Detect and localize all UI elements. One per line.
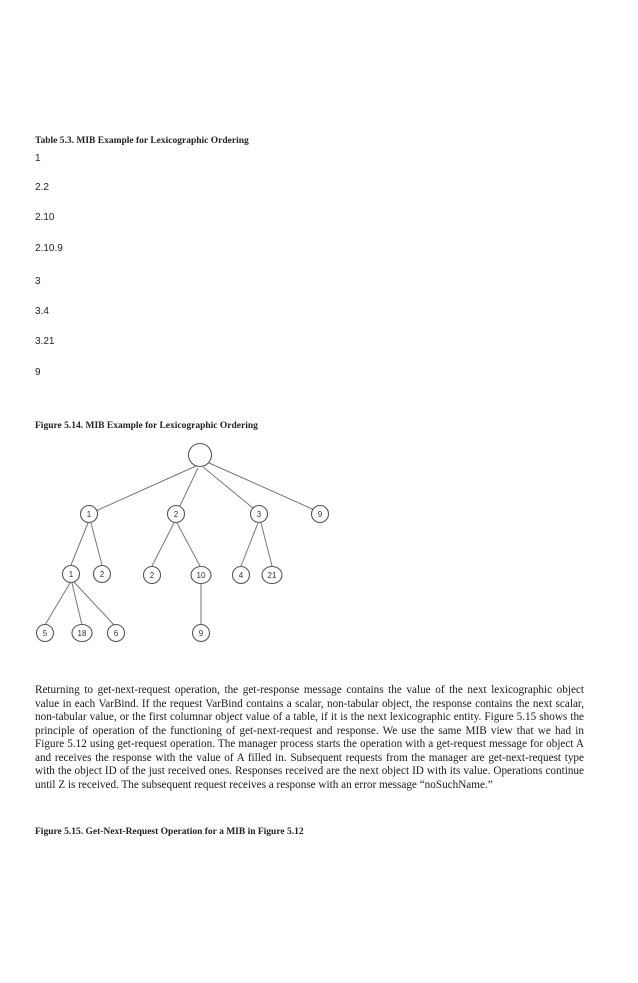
node-label: 21 (267, 571, 277, 580)
figure-14-caption: Figure 5.14. MIB Example for Lexicographic Ordering (35, 421, 258, 431)
oid-entry: 2.2 (35, 182, 49, 193)
node-label: 10 (196, 571, 206, 580)
node-label: 2 (173, 510, 179, 519)
node-label: 1 (86, 510, 92, 519)
node-label: 9 (317, 510, 323, 519)
tree-edge (152, 523, 174, 566)
node-label: 6 (113, 629, 119, 638)
tree-node-root (189, 444, 212, 467)
node-label: 5 (42, 629, 48, 638)
tree-edge (91, 523, 102, 565)
tree-edge (261, 523, 272, 566)
oid-entry: 2.10 (35, 212, 55, 223)
oid-entry: 2.10.9 (35, 243, 63, 254)
body-paragraph: Returning to get-next-request operation, the get-response message contains the value of the next lexicographic object value in each VarBind. If the request VarBind contains a scalar, non-tabular object, the response contains the next scalar, non-tabular value, or the first columnar object value of a table, if it is the next lexicographic entity. Figure 5.15 shows the principle of operation of the functioning of get-next-request and response. We use the same MIB view that we had in Figure 5.12 using get-request operation. The manager process starts the operation with a get-request message for object A and receives the response with the value of A filled in. Subsequent requests from the manager are get-next-request type with the object ID of the just received ones. Responses received are the next object ID with its value. Operations continue until Z is received. The subsequent request receives a response with an error message “noSuchName.” (35, 684, 584, 791)
tree-edge (71, 523, 88, 565)
node-label: 3 (256, 510, 262, 519)
node-label: 2 (149, 571, 155, 580)
tree-edges (45, 462, 319, 625)
oid-entry: 1 (35, 153, 41, 164)
figure-15-caption: Figure 5.15. Get-Next-Request Operation for a MIB in Figure 5.12 (35, 827, 304, 837)
oid-entry: 3 (35, 276, 41, 287)
tree-edge (207, 462, 319, 512)
tree-edge (241, 523, 258, 566)
tree-edge (177, 523, 200, 566)
table-caption: Table 5.3. MIB Example for Lexicographic Ordering (35, 136, 249, 146)
oid-entry: 3.4 (35, 306, 49, 317)
oid-entry: 3.21 (35, 336, 55, 347)
node-label: 9 (198, 629, 204, 638)
node-label: 4 (238, 571, 244, 580)
node-label: 1 (68, 570, 74, 579)
tree-edge (45, 583, 70, 625)
oid-entry: 9 (35, 367, 41, 378)
tree-edge (203, 467, 259, 513)
node-label: 18 (77, 629, 87, 638)
node-label: 2 (99, 570, 105, 579)
